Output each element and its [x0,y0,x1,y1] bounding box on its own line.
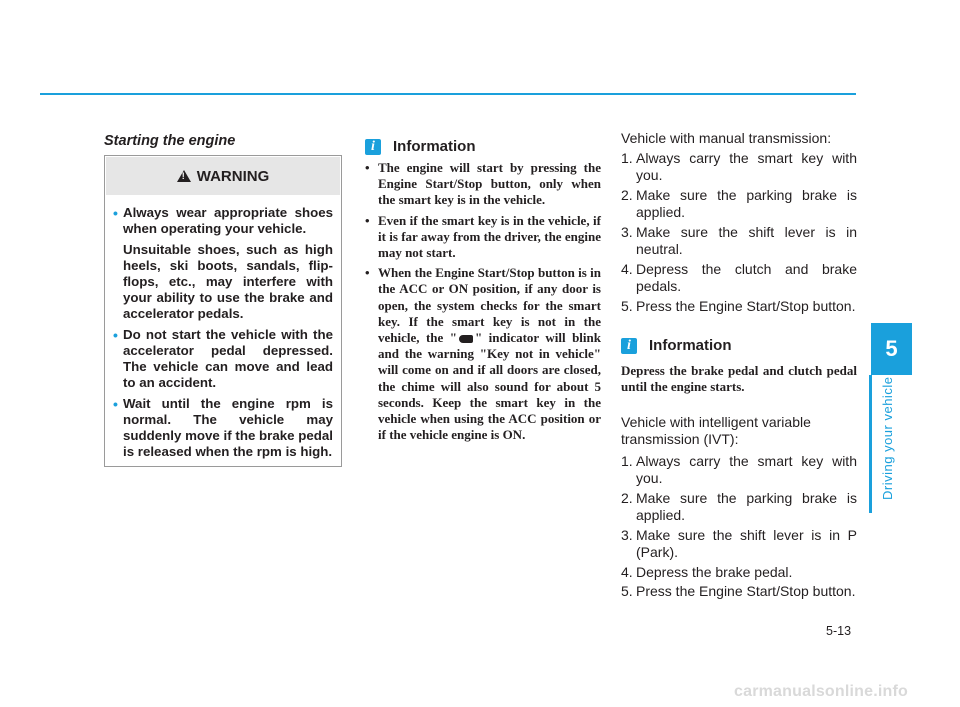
step-number: 2. [621,489,633,506]
step-text: Always carry the smart key with you. [636,149,857,183]
warning-list [105,195,341,460]
ivt-heading: Vehicle with intelligent variable transmission (IVT): [621,413,811,447]
info-text: Depress the brake pedal and clutch pedal until the engine starts. [621,362,857,394]
manual-steps [621,150,857,316]
step-number: 2. [621,186,633,203]
step-number: 4. [621,563,633,580]
step-number: 3. [621,526,633,543]
step-item [621,224,857,259]
chapter-number: 5 [885,336,898,361]
warning-item-text: Wait until the engine rpm is normal. The vehicle may suddenly move if the brake pedal is released when the rpm is high. [123,396,333,459]
info-body [365,160,601,447]
step-number: 3. [621,223,633,240]
step-text: Make sure the parking brake is applied. [636,489,857,523]
information-icon: i [621,338,637,354]
info-bullet-text-continued: " indicator will blink and the warning "Key not in vehicle" will come on and if all doors are closed, the chime will also sound for about 5 seconds. Keep the smart key in the vehicle when using the ACC position or if the vehicle engine is ON. [378,330,601,443]
info-bullet-text: Even if the smart key is in the vehicle, if it is far away from the driver, the engine may not start. [378,212,601,261]
warning-item-text: Do not start the vehicle with the accelerator pedal depressed. The vehicle can move and lead to an accident. [123,327,333,390]
warning-item [113,205,333,322]
warning-item [113,396,333,460]
warning-item-text: Always wear appropriate shoes when operating your vehicle. [123,205,333,236]
info-heading [365,138,476,155]
info-bullets [365,160,601,443]
bullet-icon: • [113,396,118,412]
top-rule [40,93,856,95]
warning-box [104,155,342,467]
bullet-icon: • [113,205,118,221]
warning-header [106,157,340,195]
step-number: 5. [621,583,633,599]
info-heading [621,337,857,355]
step-text: Depress the brake pedal. [636,563,793,580]
step-item [621,453,857,488]
ivt-steps [621,453,857,601]
info-title: Information [393,138,476,155]
bullet-icon: • [113,327,118,343]
step-item [621,261,857,296]
warning-item [113,327,333,391]
step-text: Press the Engine Start/Stop button. [636,297,856,314]
step-number: 5. [621,297,633,314]
step-text: Make sure the shift lever is in neutral. [636,223,857,257]
step-item [621,527,857,562]
step-number: 1. [621,452,633,469]
step-text: Depress the clutch and brake pedals. [636,260,857,294]
info-bullet: • When the Engine Start/Stop button is in the ACC or ON position, if any door is open, the system checks for the smart key. If the smart key is not in the vehicle, the " " indicator will blink and the warning "Key not in vehicle" will come on and if all doors are closed, the chime will also sound for about 5 seconds. Keep the smart key in the vehicle when using the ACC position or if the vehicle engine is ON. [365,265,601,443]
info-bullet: • Even if the smart key is in the vehicle, if it is far away from the driver, the engine may not start. [365,212,601,261]
step-item [621,583,857,601]
info-title: Information [649,337,732,354]
chapter-title: Driving your vehicle [880,376,895,500]
info-bullet-text: The engine will start by pressing the Engine Start/Stop button, only when the smart key is in the vehicle. [378,160,601,208]
step-text: Make sure the shift lever is in P (Park). [636,526,857,560]
step-item [621,490,857,525]
warning-label: WARNING [196,167,270,185]
right-column [621,130,857,603]
step-item [621,150,857,185]
step-item [621,564,857,582]
info-bullet: • The engine will start by pressing the Engine Start/Stop button, only when the smart key is in the vehicle. [365,160,601,208]
info-bullet-text: When the Engine Start/Stop button is in the ACC or ON position, if any door is open, the system checks for the smart key. If the smart key is not in the vehicle, the " [378,265,601,346]
page-number: 5-13 [826,624,852,638]
manual-heading: Vehicle with manual transmission: [621,130,832,146]
information-icon: i [365,139,381,155]
step-item [621,298,857,316]
step-number: 4. [621,260,633,277]
watermark-link[interactable]: carmanualsonline.info [734,683,909,700]
step-text: Make sure the parking brake is applied. [636,186,857,220]
warning-item-subtext: Unsuitable shoes, such as high heels, ski boots, sandals, flip-flops, etc., may interfere with your ability to use the brake and accelerator pedals. [123,242,333,321]
step-item [621,187,857,222]
step-text: Always carry the smart key with you. [636,452,857,486]
chapter-side-rule [869,375,872,513]
warning-triangle-icon [177,170,191,182]
smart-key-icon [459,335,473,343]
step-number: 1. [621,149,633,166]
section-title: Starting the engine [104,133,236,149]
chapter-tab [871,323,912,375]
step-text: Press the Engine Start/Stop button. [636,583,856,599]
